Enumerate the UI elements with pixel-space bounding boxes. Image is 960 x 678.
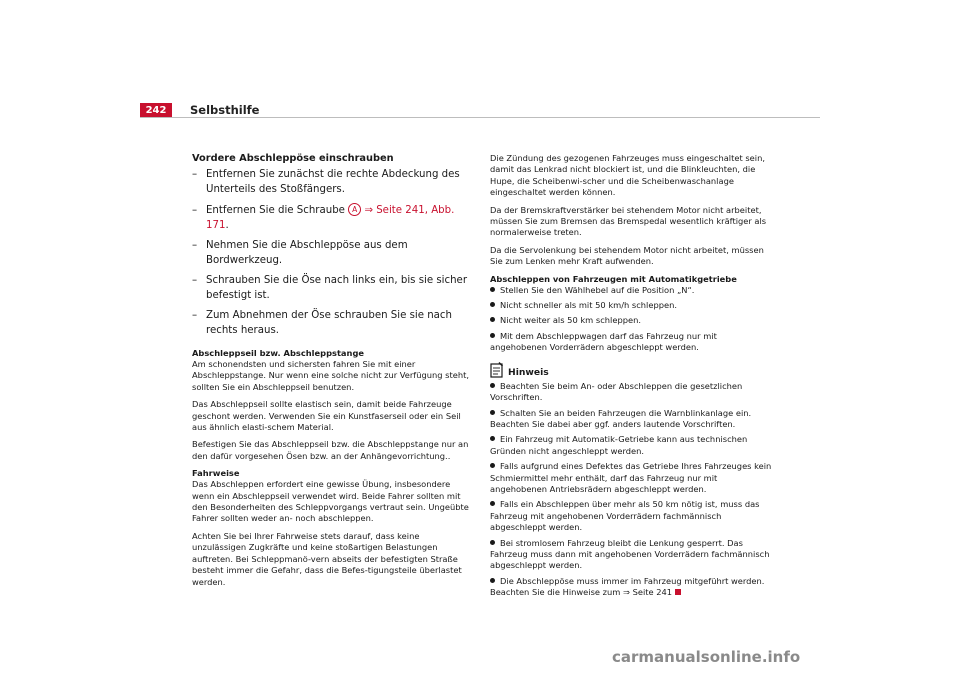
list-item: Nicht weiter als 50 km schleppen. — [490, 315, 772, 326]
cross-reference-link[interactable]: ⇒ Seite 241 — [622, 587, 673, 598]
page-number: 242 — [140, 103, 172, 118]
paragraph: Am schonendsten und sichersten fahren Sie mit einer Abschleppstange. Nur wenn eine solche nicht zur Verfügung steht, sollten Sie ein Abschleppseil benutzen. — [192, 359, 470, 392]
callout-a-icon: A — [348, 203, 361, 216]
bullet-icon — [490, 501, 495, 506]
bullet-icon — [490, 540, 495, 545]
list-item: Falls aufgrund eines Defektes das Getriebe Ihres Fahrzeuges kein Schmiermittel mehr enthält, darf das Fahrzeug nur mit angehobenen Antriebsrädern abgeschleppt werden. — [490, 461, 772, 494]
bullet-icon — [490, 287, 495, 292]
paragraph: Befestigen Sie das Abschleppseil bzw. die Abschleppstange nur an den dafür vorgesehen Ösen bzw. an der Anhängevorrichtung.. — [192, 439, 469, 461]
bullet-icon — [490, 463, 495, 468]
list-item: Nicht schneller als mit 50 km/h schleppen. — [490, 300, 772, 311]
note-title: Hinweis — [508, 366, 549, 378]
step-1: – Entfernen Sie zunächst die rechte Abdeckung des Unterteils des Stoßfängers. — [192, 169, 460, 195]
bullet-icon — [490, 383, 495, 388]
cross-reference-link[interactable]: ⇒ Seite 241, Abb. 171 — [206, 205, 455, 231]
bullet-icon — [490, 410, 495, 415]
step-4: – Schrauben Sie die Öse nach links ein, bis sie sicher befestigt ist. — [192, 275, 468, 301]
paragraph: Die Zündung des gezogenen Fahrzeuges muss eingeschaltet sein, damit das Lenkrad nicht blockiert ist, und die Blinkleuchten, die Hupe, die Scheibenwi-scher und die Scheibenwaschanlage eingeschaltet werden können. — [490, 153, 765, 198]
bullet-icon — [490, 333, 495, 338]
list-item: Mit dem Abschleppwagen darf das Fahrzeug nur mit angehobenen Vorderrädern abgeschleppt werden. — [490, 330, 717, 353]
paragraph: Achten Sie bei Ihrer Fahrweise stets darauf, dass keine unzulässigen Zugkräfte und keine stoßartigen Belastungen auftreten. Bei Schleppmanö-vern abseits der befestigten Straße besteht immer die Gefahr, dass die Befes-tigungsteile überlastet werden. — [192, 530, 462, 587]
bullet-icon — [490, 578, 495, 583]
note-pencil-icon — [490, 362, 503, 378]
subsection-title: Abschleppen von Fahrzeugen mit Automatikgetriebe — [490, 273, 737, 284]
paragraph: Das Abschleppseil sollte elastisch sein, damit beide Fahrzeuge geschont werden. Verwenden Sie ein Kunstfaserseil oder ein Seil aus ähnlich elasti-schem Material. — [192, 399, 461, 433]
list-item: Beachten Sie beim An- oder Abschleppen die gesetzlichen Vorschriften. — [490, 380, 743, 403]
bullet-icon — [490, 436, 495, 441]
right-column — [490, 153, 772, 603]
page-title: Selbsthilfe — [190, 103, 260, 117]
list-item: Die Abschleppöse muss immer im Fahrzeug mitgeführt werden. Beachten Sie die Hinweise zum ⇒ Seite 241 — [490, 575, 765, 598]
note-header — [490, 362, 772, 378]
end-of-section-icon — [675, 589, 681, 595]
paragraph: Da der Bremskraftverstärker bei stehendem Motor nicht arbeitet, müssen Sie zum Bremsen das Bremspedal wesentlich kräftiger als normalerweise treten. — [490, 204, 767, 238]
list-item: Stellen Sie den Wählhebel auf die Position „N“. — [490, 285, 772, 296]
list-item: Ein Fahrzeug mit Automatik-Getriebe kann aus technischen Gründen nicht angeschleppt werden. — [490, 434, 748, 456]
bullet-icon — [490, 302, 495, 307]
paragraph: Das Abschleppen erfordert eine gewisse Übung, insbesondere wenn ein Abschleppseil verwendet wird. Beide Fahrer sollten mit den Besonderheiten des Schleppvorgangs vertraut sein. Ungeübte Fahrer sollten weder an- noch abschleppen. — [192, 479, 469, 524]
step-2: – Entfernen Sie die Schraube A ⇒ Seite 241, Abb. 171. — [192, 205, 455, 231]
subsection-title: Fahrweise — [192, 468, 240, 479]
section-title: Vordere Abschleppöse einschrauben — [192, 153, 394, 164]
step-5: – Zum Abnehmen der Öse schrauben Sie sie nach rechts heraus. — [192, 310, 452, 336]
header-rule — [140, 117, 820, 118]
bullet-icon — [490, 317, 495, 322]
step-3: – Nehmen Sie die Abschleppöse aus dem Bordwerkzeug. — [192, 240, 408, 266]
list-item: Falls ein Abschleppen über mehr als 50 km nötig ist, muss das Fahrzeug mit angehobenen Vorderrädern fachmännisch abgeschleppt werden. — [490, 499, 760, 533]
watermark: carmanualsonline.info — [612, 648, 801, 666]
left-column — [192, 153, 474, 594]
list-item: Bei stromlosem Fahrzeug bleibt die Lenkung gesperrt. Das Fahrzeug muss dann mit angehobenen Vorderrädern fachmännisch abgeschleppt werden. — [490, 537, 770, 571]
list-item: Schalten Sie an beiden Fahrzeugen die Warnblinkanlage ein. Beachten Sie dabei aber ggf. anders lautende Vorschriften. — [490, 407, 752, 429]
subsection-title: Abschleppseil bzw. Abschleppstange — [192, 348, 365, 358]
paragraph: Da die Servolenkung bei stehendem Motor nicht arbeitet, müssen Sie zum Lenken mehr Kraft aufwenden. — [490, 244, 764, 267]
